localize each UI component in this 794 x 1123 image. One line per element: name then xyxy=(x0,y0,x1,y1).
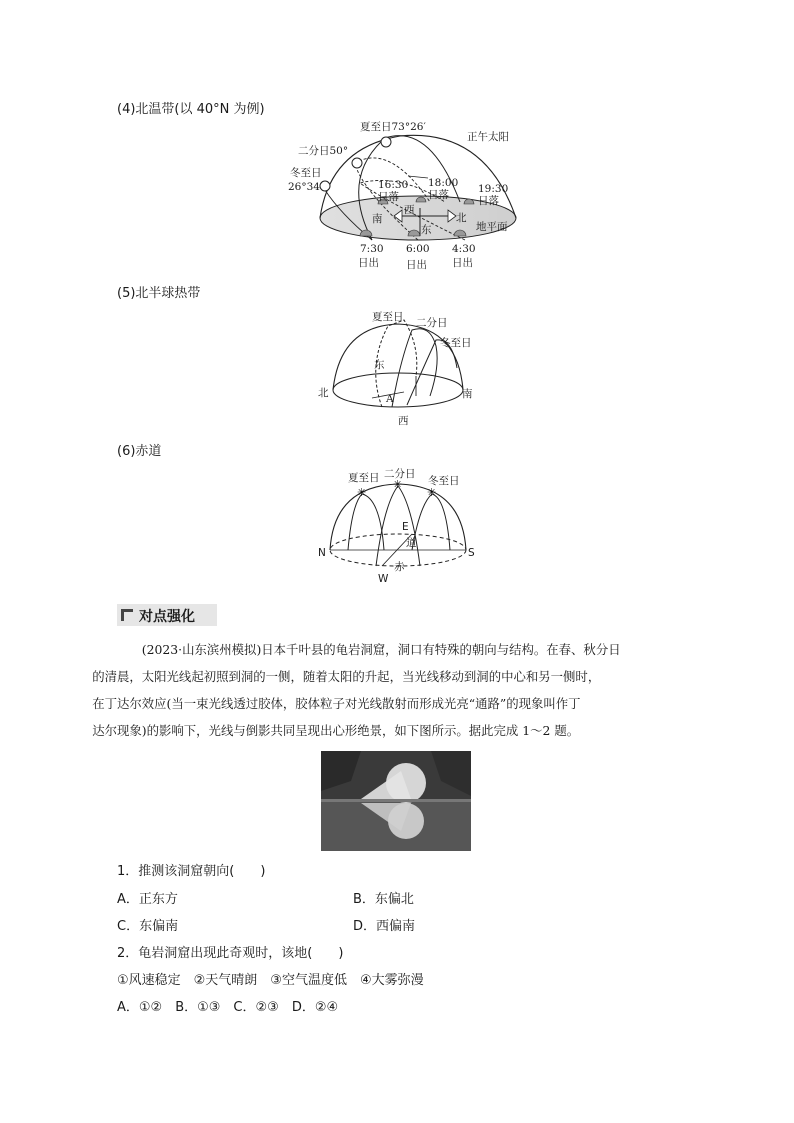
section-title-equator: (6)赤道 xyxy=(117,444,162,459)
diagram1-north-label: 北 xyxy=(456,212,467,224)
diagram1-south-label: 南 xyxy=(372,213,383,225)
practice-header-text: 对点强化 xyxy=(139,609,195,625)
intro-line-3: 在丁达尔效应(当一束光线透过胶体，胶体粒子对光线散射而形成光亮“通路”的现象叫作丁 xyxy=(92,696,581,711)
diagram1-sunset3-time: 19:30 xyxy=(478,183,509,195)
diagram3-chi-label: 赤 xyxy=(394,561,405,573)
equator-sun-path-diagram xyxy=(312,464,488,592)
practice-intro-paragraph xyxy=(92,636,677,744)
north-temperate-sun-path-diagram xyxy=(280,118,530,276)
diagram1-noon-sun-label: 正午太阳 xyxy=(467,131,509,143)
q2-options: A．①② B．①③ C．②③ D．②④ xyxy=(117,1000,339,1015)
diagram1-sunset1-label: 日落 xyxy=(378,191,399,203)
diagram1-sunset2-time: 18:00 xyxy=(428,177,459,189)
intro-line-2: 的清晨，太阳光线起初照到洞的一侧，随着太阳的升起，当光线移动到洞的中心和另一侧时， xyxy=(92,669,601,684)
diagram1-sunrise1-label: 日出 xyxy=(358,257,379,269)
diagram1-east-label: 东 xyxy=(421,224,432,236)
diagram1-equinox-label: 二分日50° xyxy=(298,145,349,157)
section-marker-icon xyxy=(121,609,133,621)
diagram2-point-a-label: A xyxy=(386,393,394,405)
diagram1-winter-label: 冬至日 xyxy=(290,167,322,179)
diagram3-n-label: N xyxy=(318,547,326,559)
diagram3-e-label: E xyxy=(402,521,409,533)
northern-tropics-sun-path-diagram xyxy=(312,306,482,432)
practice-section-header xyxy=(117,604,217,626)
diagram1-sunset3-label: 日落 xyxy=(478,195,499,207)
diagram1-summer-label: 夏至日73°26′ xyxy=(360,121,426,133)
diagram3-equinox-sun-icon: ✳ xyxy=(393,478,403,491)
diagram1-sunset1-time: 16:30 xyxy=(378,179,409,191)
diagram2-south-label: 南 xyxy=(462,388,473,400)
diagram2-north-label: 北 xyxy=(318,387,329,399)
diagram1-horizon-label: 地平面 xyxy=(476,221,508,233)
q1-option-b: B．东偏北 xyxy=(353,892,414,907)
diagram2-east-label: 东 xyxy=(374,359,385,371)
diagram3-winter-label: 冬至日 xyxy=(428,475,460,487)
diagram2-winter-label: 冬至日 xyxy=(440,337,472,349)
intro-line-4: 达尔现象)的影响下，光线与倒影共同呈现出心形绝景，如下图所示。据此完成 1～2 题。 xyxy=(92,723,580,738)
diagram1-winter-angle: 26°34′ xyxy=(288,181,323,193)
diagram3-summer-sun-icon: ✳ xyxy=(357,486,367,499)
diagram3-summer-label: 夏至日 xyxy=(348,472,380,484)
diagram1-west-label: 西 xyxy=(404,204,415,216)
cave-heart-light-photo xyxy=(321,751,471,851)
q2-statements: ①风速稳定 ②天气晴朗 ③空气温度低 ④大雾弥漫 xyxy=(117,973,424,988)
intro-line-1: (2023·山东滨州模拟)日本千叶县的龟岩洞窟，洞口有特殊的朝向与结构。在春、秋分日 xyxy=(141,642,621,657)
diagram1-sunrise2-time: 6:00 xyxy=(406,243,430,255)
diagram3-s-label: S xyxy=(468,547,475,559)
question-2: 2．龟岩洞窟出现此奇观时，该地( ) xyxy=(117,946,344,961)
diagram3-equinox-label: 二分日 xyxy=(384,468,416,480)
diagram1-sunset2-label: 日落 xyxy=(428,189,449,201)
diagram2-equinox-label: 二分日 xyxy=(416,317,448,329)
section-title-northern-tropics: (5)北半球热带 xyxy=(117,286,201,301)
diagram2-summer-label: 夏至日 xyxy=(372,311,404,323)
q1-option-c: C．东偏南 xyxy=(117,919,179,934)
q1-option-a: A．正东方 xyxy=(117,892,178,907)
diagram3-dao-label: 道 xyxy=(406,537,417,549)
diagram3-winter-sun-icon: ✳ xyxy=(427,486,437,499)
diagram1-sunrise3-label: 日出 xyxy=(452,257,473,269)
q1-option-d: D．西偏南 xyxy=(353,919,416,934)
diagram1-sunrise3-time: 4:30 xyxy=(452,243,476,255)
section-title-north-temperate: (4)北温带(以 40°N 为例) xyxy=(117,102,265,117)
diagram3-w-label: W xyxy=(378,573,389,585)
diagram2-west-label: 西 xyxy=(398,415,409,427)
question-1: 1．推测该洞窟朝向( ) xyxy=(117,864,266,879)
diagram1-sunrise2-label: 日出 xyxy=(406,259,427,271)
diagram1-sunrise1-time: 7:30 xyxy=(360,243,384,255)
